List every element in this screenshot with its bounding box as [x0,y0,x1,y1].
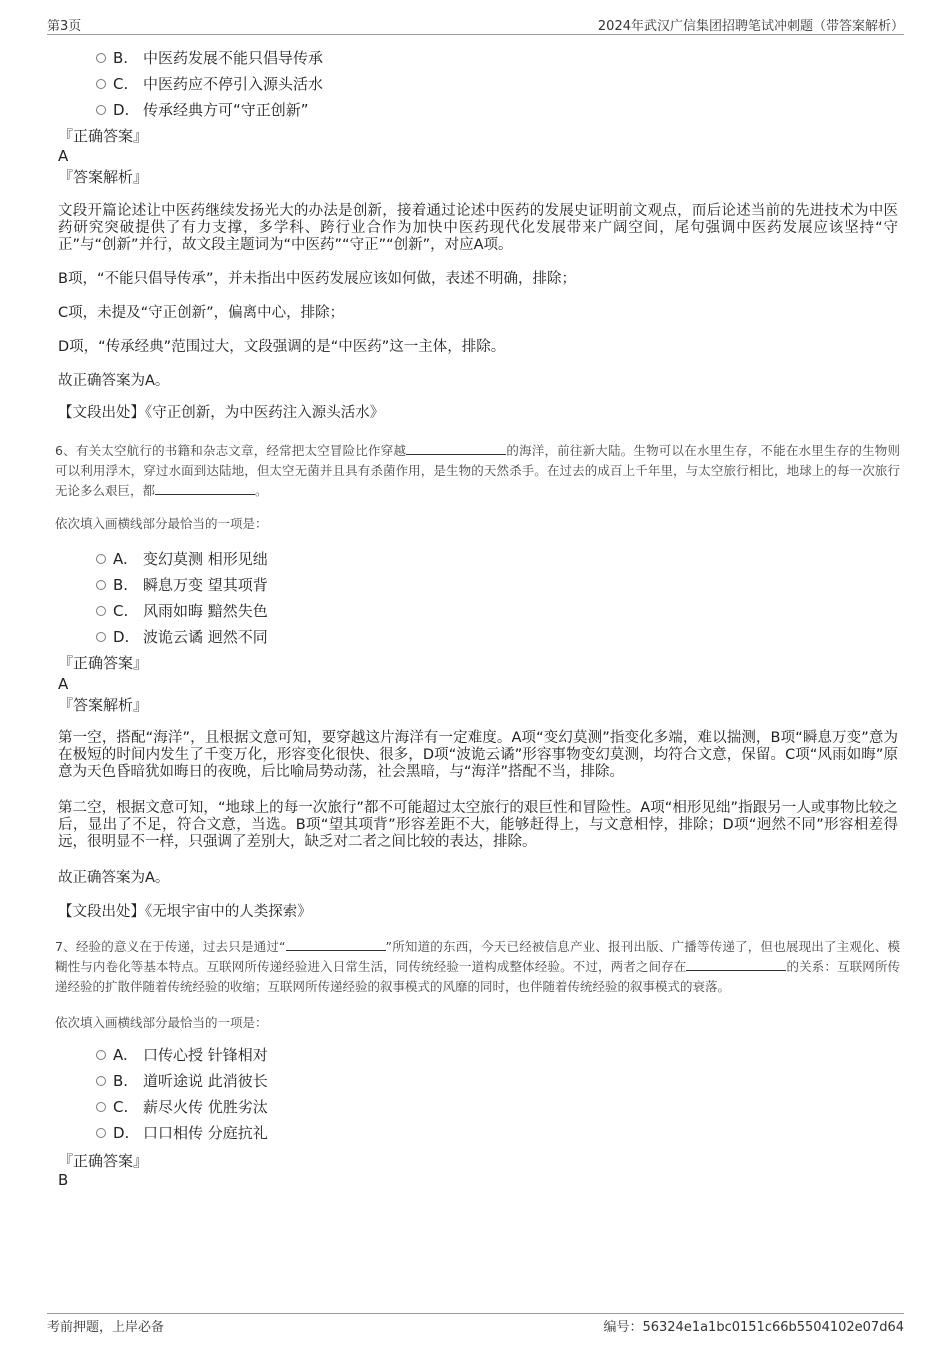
q5-option-b[interactable]: B. 中医药发展不能只倡导传承 [96,46,323,70]
q6-analysis-para: 第一空，搭配“海洋”，且根据文意可知，要穿越这片海洋有一定难度。A项“变幻莫测”指变化多端，难以揣测，B项“瞬息万变”意为在极短的时间内发生了千变万化，形容变化很快、很多，D项“波诡云谲”形容事物变幻莫测，均符合文意，保留。C项“风雨如晦”原意为天色昏暗犹如晦日的夜晚，后比喻局势动荡，社会黑暗，与“海洋”搭配不当，排除。 [58,730,898,780]
fill-blank [406,441,506,455]
radio-icon[interactable] [96,632,106,642]
q5-option-d[interactable]: D. 传承经典方可“守正创新” [96,98,309,122]
option-text: 中医药应不停引入源头活水 [143,75,324,93]
footer-slogan: 考前押题，上岸必备 [47,1320,165,1335]
q6-source: 【文段出处】《无垠宇宙中的人类探索》 [58,904,312,920]
q6-answer-label: 『正确答案』 [58,654,149,672]
q5-analysis-para: B项，“不能只倡导传承”，并未指出中医药发展应该如何做，表述不明确，排除； [58,271,576,287]
q5-source: 【文段出处】《守正创新，为中医药注入源头活水》 [58,405,385,421]
q7-option-d[interactable]: D. 口口相传 分庭抗礼 [96,1121,268,1145]
q7-answer: B [58,1171,69,1189]
q6-answer: A [58,675,69,693]
fill-blank [286,937,386,951]
radio-icon[interactable] [96,554,106,564]
q6-prompt: 依次填入画横线部分最恰当的一项是： [55,516,268,531]
page-footer [47,1313,904,1336]
q7-stem: 7、经验的意义在于传递，过去只是通过“ ”所知道的东西，今天已经被信息产业、报刊出版、广播等传递了，但也展现出了主观化、模糊性与内卷化等基本特点。互联网所传递经验进入日常生活，同传统经验一道构成整体经验。不过，两者之间存在 的关系：互联网所传递经验的扩散伴随着传统经验的收缩；互联网所传递经验的叙事模式的风靡的同时，也伴随着传统经验的叙事模式的衰落。 [55,939,900,994]
q7-answer-label: 『正确答案』 [58,1152,149,1170]
document-title: 2024年武汉广信集团招聘笔试冲刺题（带答案解析） [597,19,904,34]
radio-icon[interactable] [96,79,106,89]
radio-icon[interactable] [96,53,106,63]
q5-conclusion: 故正确答案为A。 [58,373,170,389]
q5-answer: A [58,147,69,165]
radio-icon[interactable] [96,1102,106,1112]
q6-option-c[interactable]: C. 风雨如晦 黯然失色 [96,599,268,623]
radio-icon[interactable] [96,1128,106,1138]
radio-icon[interactable] [96,606,106,616]
option-text: 瞬息万变 望其项背 [143,576,268,594]
q6-analysis-para: 第二空，根据文意可知，“地球上的每一次旅行”都不可能超过太空旅行的艰巨性和冒险性。A项“相形见绌”指跟另一人或事物比较之后，显出了不足，符合文意，当选。B项“望其项背”形容差距不大，能够赶得上，与文意相悖，排除；D项“迥然不同”形容相差得远，很明显不一样，只强调了差别大，缺乏对二者之间比较的表达，排除。 [58,800,898,850]
q7-option-a[interactable]: A. 口传心授 针锋相对 [96,1043,268,1067]
q7-option-c[interactable]: C. 薪尽火传 优胜劣汰 [96,1095,268,1119]
radio-icon[interactable] [96,105,106,115]
q7-prompt: 依次填入画横线部分最恰当的一项是： [55,1015,268,1030]
q6-option-a[interactable]: A. 变幻莫测 相形见绌 [96,547,268,571]
fill-blank [686,957,786,971]
q6-analysis-label: 『答案解析』 [58,696,149,714]
q5-analysis-label: 『答案解析』 [58,168,149,186]
q6-option-b[interactable]: B. 瞬息万变 望其项背 [96,573,268,597]
fill-blank [155,481,255,495]
radio-icon[interactable] [96,1076,106,1086]
radio-icon[interactable] [96,580,106,590]
option-text: 风雨如晦 黯然失色 [143,602,268,620]
q6-option-d[interactable]: D. 波诡云谲 迥然不同 [96,625,268,649]
option-text: 道听途说 此消彼长 [143,1072,268,1090]
q5-answer-label: 『正确答案』 [58,127,149,145]
footer-serial: 编号：56324e1a1bc0151c66b5504102e07d64 [603,1320,904,1335]
option-text: 薪尽火传 优胜劣汰 [143,1098,268,1116]
option-text: 口传心授 针锋相对 [143,1046,268,1064]
option-text: 波诡云谲 迥然不同 [143,628,268,646]
q7-option-b[interactable]: B. 道听途说 此消彼长 [96,1069,268,1093]
radio-icon[interactable] [96,1050,106,1060]
q5-analysis-para: D项，“传承经典”范围过大，文段强调的是“中医药”这一主体，排除。 [58,339,506,355]
q5-analysis-para: C项，未提及“守正创新”，偏离中心，排除； [58,305,345,321]
option-text: 传承经典方可“守正创新” [143,101,309,119]
option-text: 中医药发展不能只倡导传承 [143,49,324,67]
page-header [47,14,904,35]
q6-stem: 6、有关太空航行的书籍和杂志文章，经常把太空冒险比作穿越 的海洋，前往新大陆。生物可以在水里生存，不能在水里生存的生物则可以利用浮木，穿过水面到达陆地，但太空无菌并且具有杀菌作用，是生物的天然杀手。在过去的成百上千年里，与太空旅行相比，地球上的每一次旅行无论多么艰巨，都 。 [55,443,900,498]
page-number: 第3页 [47,19,82,34]
option-text: 口口相传 分庭抗礼 [143,1124,268,1142]
option-text: 变幻莫测 相形见绌 [143,550,268,568]
q5-analysis-para: 文段开篇论述让中医药继续发扬光大的办法是创新，接着通过论述中医药的发展史证明前文观点，而后论述当前的先进技术为中医药研究突破提供了有力支撑，多学科、跨行业合作为加快中医药现代化发展带来广阔空间，尾句强调中医药发展应该坚持“守正”与“创新”并行，故文段主题词为“中医药”“守正”“创新”，对应A项。 [58,203,898,253]
q5-option-c[interactable]: C. 中医药应不停引入源头活水 [96,72,323,96]
q6-conclusion: 故正确答案为A。 [58,870,170,886]
